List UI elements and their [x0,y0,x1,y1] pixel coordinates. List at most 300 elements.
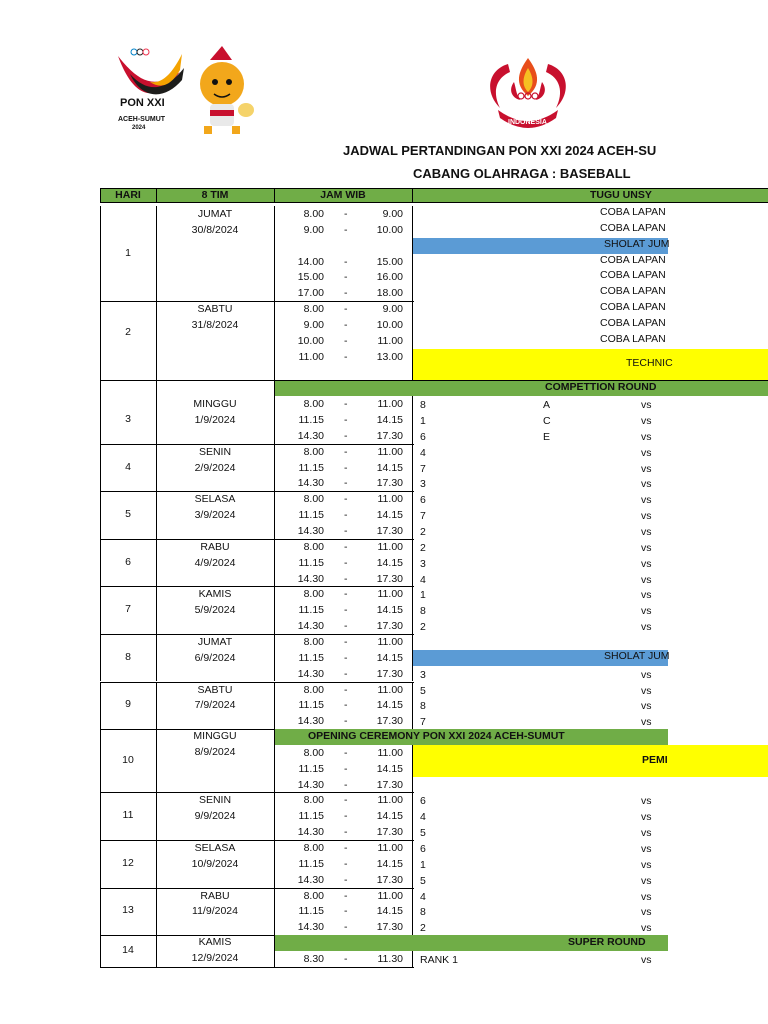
versus-label: vs [641,526,652,538]
end-time: 11.00 [377,493,403,506]
table-gridline [274,206,275,301]
versus-label: vs [641,922,652,935]
table-gridline [100,444,101,492]
team-slot: 4 [420,890,426,903]
versus-label: vs [641,430,652,443]
table-gridline [100,380,101,396]
table-gridline [412,188,413,202]
day-number: 2 [125,325,131,338]
time-dash: - [344,461,348,474]
table-gridline [100,682,101,730]
time-dash: - [344,445,348,458]
start-time: 11.15 [298,604,324,617]
special-event-label: PEMI [642,753,668,766]
start-time: 14.30 [297,715,324,728]
end-time: 11.00 [377,398,403,411]
team-slot: 8 [420,906,426,919]
schedule-info: COBA LAPAN [600,285,666,298]
day-name: MINGGU [193,398,237,411]
time-dash: - [344,826,348,839]
time-dash: - [344,556,348,569]
end-time: 17.30 [376,429,403,442]
start-time: 11.15 [298,762,324,775]
versus-label: vs [641,399,652,412]
time-dash: - [344,905,348,918]
day-number: 5 [125,508,131,521]
table-gridline [156,188,157,202]
table-gridline [100,491,101,539]
time-dash: - [344,540,348,553]
team-slot: 2 [420,621,426,634]
table-gridline [100,586,101,634]
team-slot: 1 [420,858,426,871]
time-dash: - [344,635,348,648]
versus-label: vs [641,890,652,903]
table-gridline [100,967,414,968]
table-gridline [412,539,413,587]
versus-label: vs [641,858,652,871]
day-name: MINGGU [193,730,237,743]
table-gridline [156,491,157,539]
schedule-info: SHOLAT JUM [604,237,670,250]
versus-label: vs [641,462,652,475]
start-time: 11.15 [298,699,324,712]
table-gridline [412,206,413,301]
table-gridline [274,396,275,444]
day-number: 8 [125,650,131,663]
versus-label: vs [641,716,652,729]
team-slot: 2 [420,526,426,538]
time-dash: - [344,287,348,300]
end-time: 17.30 [376,778,403,791]
versus-label: vs [641,874,652,887]
start-time: 8.00 [303,635,324,648]
start-time: 8.00 [303,303,324,316]
group-label: E [543,430,551,443]
end-time: 14.15 [376,699,403,712]
end-time: 11.00 [377,683,403,696]
table-gridline [156,840,157,888]
day-number: 3 [125,412,131,425]
table-gridline [100,188,101,202]
versus-label: vs [641,795,652,808]
end-time: 18.00 [376,287,403,300]
end-time: 11.00 [377,842,403,854]
day-date: 31/8/2024 [191,318,239,331]
time-dash: - [344,255,348,268]
table-gridline [156,935,157,967]
day-date: 5/9/2024 [194,604,236,617]
table-gridline [156,586,157,634]
header-jam-wib: JAM WIB [320,188,366,201]
table-gridline [274,586,275,634]
time-dash: - [344,842,348,854]
team-slot: 2 [420,922,426,935]
start-time: 11.15 [298,905,324,918]
table-gridline [156,301,157,380]
versus-label: vs [641,446,652,459]
svg-text:PON XXI: PON XXI [120,97,165,109]
table-gridline [274,682,275,730]
table-gridline [156,396,157,444]
table-gridline [412,586,413,634]
start-time: 11.15 [298,414,324,427]
time-dash: - [344,318,348,331]
table-gridline [412,491,413,539]
start-time: 8.00 [303,493,324,506]
time-dash: - [344,334,348,347]
versus-label: vs [641,811,652,824]
table-gridline [274,301,275,380]
end-time: 10.00 [376,223,403,236]
day-number: 12 [122,856,134,869]
end-time: 14.15 [376,762,403,775]
table-gridline [274,792,275,840]
end-time: 11.00 [377,794,403,807]
time-dash: - [344,778,348,791]
table-gridline [156,539,157,587]
team-slot: 6 [420,430,426,443]
versus-label: vs [641,541,652,554]
end-time: 17.30 [376,667,403,680]
team-slot: 5 [420,827,426,840]
table-gridline [274,380,275,396]
time-dash: - [344,746,348,759]
versus-label: vs [641,573,652,586]
end-time: 11.30 [377,952,403,965]
day-name: RABU [200,889,230,902]
team-slot: 3 [420,668,426,681]
day-number: 9 [125,698,131,711]
end-time: 14.15 [376,461,403,474]
day-date: 9/9/2024 [194,810,236,823]
start-time: 17.00 [297,287,324,300]
table-gridline [100,202,768,203]
day-date: 3/9/2024 [194,509,236,522]
start-time: 14.30 [297,525,324,537]
time-dash: - [344,873,348,886]
team-slot: 4 [420,446,426,459]
table-gridline [156,682,157,730]
end-time: 14.15 [376,556,403,569]
time-dash: - [344,477,348,490]
table-gridline [274,935,275,967]
day-name: KAMIS [198,588,232,601]
table-gridline [274,188,275,202]
day-name: SENIN [198,794,232,807]
day-name: KAMIS [198,936,232,949]
start-time: 8.00 [303,842,324,854]
day-number: 4 [125,460,131,473]
end-time: 17.30 [376,921,403,934]
day-name: SENIN [198,445,232,458]
start-time: 14.30 [297,667,324,680]
day-date: 2/9/2024 [194,461,236,474]
end-time: 14.15 [376,651,403,664]
versus-label: vs [641,605,652,618]
table-gridline [156,634,157,682]
team-slot: 6 [420,795,426,808]
team-slot: 8 [420,605,426,618]
table-gridline [412,745,413,793]
day-name: SABTU [197,303,233,316]
time-dash: - [344,810,348,823]
versus-label: vs [641,827,652,840]
end-time: 14.15 [376,509,403,522]
start-time: 8.00 [303,398,324,411]
time-dash: - [344,667,348,680]
versus-label: vs [641,953,652,966]
table-gridline [100,634,101,682]
day-number: 10 [122,753,134,766]
end-time: 11.00 [377,445,403,458]
table-gridline [274,888,275,936]
end-time: 11.00 [377,588,403,601]
team-slot: 3 [420,557,426,570]
start-time: 8.00 [303,794,324,807]
start-time: 14.30 [297,429,324,442]
table-gridline [156,792,157,840]
end-time: 17.30 [376,873,403,886]
versus-label: vs [641,684,652,697]
team-slot: 4 [420,811,426,824]
special-event-highlight [412,745,768,777]
time-dash: - [344,350,348,363]
svg-text:ACEH-SUMUT: ACEH-SUMUT [118,116,166,123]
day-name: SELASA [194,842,236,854]
time-dash: - [344,493,348,506]
table-gridline [274,380,768,381]
table-gridline [156,206,157,301]
day-date: 10/9/2024 [191,857,239,870]
time-dash: - [344,889,348,902]
team-slot: 4 [420,573,426,586]
svg-text:INDONESIA: INDONESIA [508,119,547,126]
table-gridline [100,792,101,840]
time-dash: - [344,223,348,236]
versus-label: vs [641,621,652,634]
time-dash: - [344,398,348,411]
day-date: 30/8/2024 [191,223,239,236]
day-number: 7 [125,603,131,616]
versus-label: vs [641,589,652,602]
end-time: 10.00 [376,318,403,331]
team-slot: 5 [420,684,426,697]
group-label: C [543,415,551,428]
table-gridline [412,396,413,444]
end-time: 16.00 [376,271,403,284]
time-dash: - [344,588,348,601]
end-time: 11.00 [377,746,403,759]
end-time: 17.30 [376,477,403,490]
schedule-info: COBA LAPAN [600,269,666,282]
day-name: JUMAT [197,208,233,220]
start-time: 8.00 [303,889,324,902]
time-dash: - [344,699,348,712]
start-time: 11.15 [298,810,324,823]
end-time: 11.00 [377,334,403,347]
team-slot: 2 [420,541,426,554]
table-gridline [100,396,101,444]
start-time: 14.30 [297,778,324,791]
team-slot: 6 [420,494,426,507]
schedule-info: COBA LAPAN [600,221,666,234]
start-time: 8.00 [303,540,324,553]
team-slot: 1 [420,589,426,602]
start-time: 8.00 [303,445,324,458]
day-date: 11/9/2024 [192,905,238,918]
end-time: 17.30 [376,572,403,585]
start-time: 9.00 [303,318,324,331]
table-gridline [100,188,768,189]
start-time: 8.00 [303,683,324,696]
schedule-info: COBA LAPAN [600,301,666,314]
team-slot: RANK 1 [420,953,458,966]
technical-meeting-highlight [412,349,768,381]
round-banner-label: COMPETTION ROUND [545,381,657,394]
day-date: 1/9/2024 [194,414,236,427]
start-time: 14.30 [297,620,324,633]
time-dash: - [344,794,348,807]
end-time: 14.15 [376,810,403,823]
day-number: 11 [122,809,134,822]
team-slot: 5 [420,874,426,887]
table-gridline [156,444,157,492]
table-gridline [274,444,275,492]
start-time: 10.00 [297,334,324,347]
end-time: 17.30 [376,715,403,728]
versus-label: vs [641,843,652,855]
page-subtitle: CABANG OLAHRAGA : BASEBALL [413,166,631,181]
start-time: 8.00 [303,746,324,759]
time-dash: - [344,683,348,696]
day-number: 6 [125,555,131,568]
schedule-info: COBA LAPAN [600,316,666,329]
time-dash: - [344,620,348,633]
table-gridline [100,729,101,792]
end-time: 13.00 [376,350,403,363]
day-name: JUMAT [197,635,233,648]
team-slot: 8 [420,700,426,713]
table-gridline [412,792,413,840]
opening-ceremony-label: OPENING CEREMONY PON XXI 2024 ACEH-SUMUT [308,730,565,743]
time-dash: - [344,857,348,870]
versus-label: vs [641,557,652,570]
time-dash: - [344,271,348,284]
time-dash: - [344,429,348,442]
svg-text:2024: 2024 [132,125,146,131]
end-time: 15.00 [376,255,403,268]
table-gridline [100,888,101,936]
table-gridline [412,888,413,936]
start-time: 8.00 [303,208,324,220]
start-time: 11.00 [298,350,324,363]
end-time: 17.30 [376,525,403,537]
day-date: 4/9/2024 [194,556,236,569]
schedule-info: COBA LAPAN [600,332,666,345]
team-slot: 7 [420,510,426,523]
round-banner [274,380,768,396]
end-time: 11.00 [377,635,403,648]
table-gridline [412,634,413,682]
versus-label: vs [641,494,652,507]
start-time: 8.00 [303,588,324,601]
super-round-label: SUPER ROUND [568,936,646,949]
time-dash: - [344,604,348,617]
table-gridline [100,301,101,380]
start-time: 9.00 [303,223,324,236]
team-slot: 1 [420,415,426,428]
page-title: JADWAL PERTANDINGAN PON XXI 2024 ACEH-SU [343,143,657,158]
team-slot: 8 [420,399,426,412]
end-time: 14.15 [376,905,403,918]
day-date: 7/9/2024 [194,699,236,712]
table-gridline [100,935,101,967]
table-gridline [100,206,101,301]
start-time: 15.00 [297,271,324,284]
table-gridline [274,634,275,682]
day-name: RABU [200,540,230,553]
end-time: 9.00 [382,208,403,220]
table-gridline [156,380,157,396]
start-time: 14.30 [297,873,324,886]
table-gridline [412,840,413,888]
versus-label: vs [641,700,652,713]
start-time: 11.15 [298,556,324,569]
table-gridline [412,682,413,730]
versus-label: vs [641,906,652,919]
end-time: 14.15 [376,857,403,870]
time-dash: - [344,525,348,537]
start-time: 14.30 [297,477,324,490]
table-gridline [156,888,157,936]
schedule-info: TECHNIC [626,356,673,369]
table-gridline [274,840,275,888]
end-time: 11.00 [377,889,403,902]
versus-label: vs [641,668,652,681]
header-venue: TUGU UNSY [590,188,652,201]
time-dash: - [344,651,348,664]
versus-label: vs [641,510,652,523]
table-gridline [156,729,157,792]
start-time: 11.15 [298,857,324,870]
team-slot: 6 [420,843,426,855]
header-8-tim: 8 TIM [201,188,229,201]
team-slot: 7 [420,462,426,475]
start-time: 14.00 [297,255,324,268]
table-gridline [274,729,275,792]
table-gridline [412,951,413,967]
start-time: 11.15 [298,651,324,664]
time-dash: - [344,208,348,220]
table-gridline [100,539,101,587]
table-gridline [274,539,275,587]
day-date: 6/9/2024 [194,651,236,664]
table-gridline [274,491,275,539]
team-slot: 3 [420,478,426,491]
day-number: 14 [122,943,134,956]
end-time: 17.30 [376,826,403,839]
time-dash: - [344,715,348,728]
start-time: 11.15 [298,509,324,522]
day-date: 12/9/2024 [191,951,239,964]
time-dash: - [344,303,348,316]
day-name: SABTU [197,683,233,696]
schedule-info: COBA LAPAN [600,253,666,266]
end-time: 14.15 [376,414,403,427]
time-dash: - [344,921,348,934]
schedule-info: COBA LAPAN [600,206,666,218]
